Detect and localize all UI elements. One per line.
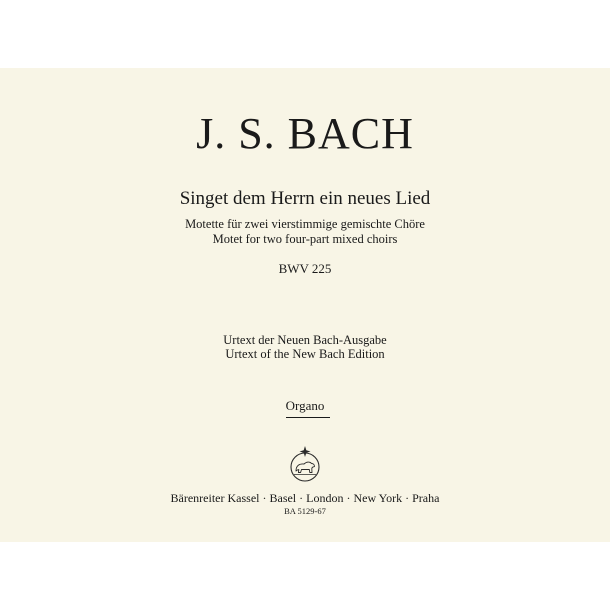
part-name: Organo (285, 398, 325, 413)
work-title: Singet dem Herrn ein neues Lied (179, 188, 431, 209)
edition-note-german: Urtext der Neuen Bach-Ausgabe (223, 333, 387, 347)
bwv-number: BWV 225 (278, 261, 332, 276)
baerenreiter-bear-icon (285, 444, 325, 484)
subtitle-english: Motet for two four-part mixed choirs (212, 232, 398, 246)
part-underline (286, 417, 330, 418)
edition-note-english: Urtext of the New Bach Edition (225, 347, 385, 361)
catalog-number: BA 5129-67 (284, 506, 326, 516)
subtitle-german: Motette für zwei vierstimmige gemischte Chöre (185, 217, 425, 231)
publisher-line: Bärenreiter Kassel · Basel · London · New York · Praha (170, 491, 440, 505)
composer-name: J. S. BACH (196, 109, 414, 158)
